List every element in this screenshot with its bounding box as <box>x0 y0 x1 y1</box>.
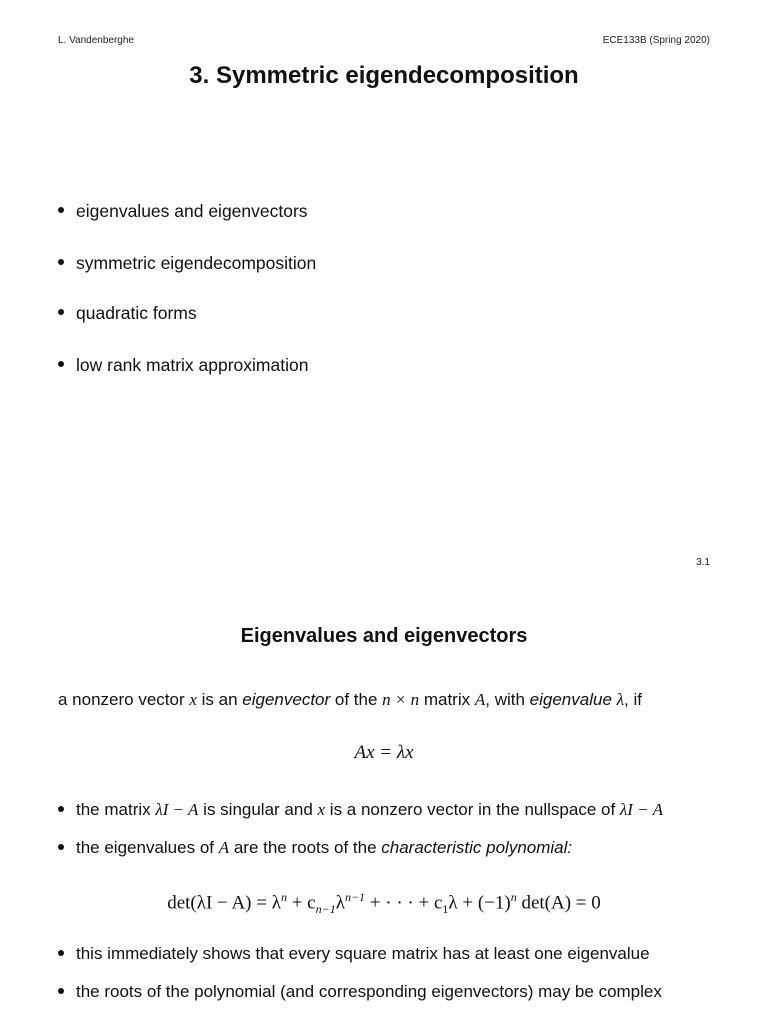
text-run: is an <box>196 690 243 709</box>
text-run: is a nonzero vector in the nullspace of <box>325 800 620 819</box>
list-item <box>58 838 572 858</box>
bullet-icon <box>58 806 64 812</box>
bullet-icon <box>58 950 64 956</box>
outline-item-label: quadratic forms <box>76 303 197 323</box>
math-lambda: λ <box>616 690 625 709</box>
list-item-label: this immediately shows that every square matrix has at least one eigenvalue <box>76 944 650 963</box>
emphasis-eigenvector: eigenvector <box>242 690 331 709</box>
text-run: a nonzero vector <box>58 690 190 709</box>
emphasis-eigenvalue: eigenvalue <box>529 690 612 709</box>
section-title: Eigenvalues and eigenvectors <box>240 625 528 647</box>
bullet-icon <box>58 259 64 265</box>
bullet-icon <box>58 844 64 850</box>
math-A: A <box>474 690 486 709</box>
outline-item <box>58 201 308 222</box>
text-run: the matrix <box>76 800 156 819</box>
outline-item-label: eigenvalues and eigenvectors <box>76 201 308 221</box>
text-run: , if <box>624 690 642 709</box>
subscript: 1 <box>442 902 449 917</box>
list-item <box>58 944 650 964</box>
slide-title: 3. Symmetric eigendecomposition <box>189 62 579 89</box>
outline-item <box>58 355 308 376</box>
bullet-icon <box>58 988 64 994</box>
math-x: x <box>189 690 197 709</box>
outline-item-label: low rank matrix approximation <box>76 355 309 375</box>
emphasis-characteristic-polynomial: characteristic polynomial: <box>381 838 573 857</box>
outline-item-label: symmetric eigendecomposition <box>76 253 317 273</box>
bullet-icon <box>58 207 64 213</box>
text-run: of the <box>330 690 383 709</box>
definition-paragraph <box>58 690 642 710</box>
bullet-icon <box>58 309 64 315</box>
page-number: 3.1 <box>696 557 710 568</box>
text-run: + c <box>286 892 316 914</box>
text-run: the eigenvalues of <box>76 838 219 857</box>
text-run: , with <box>485 690 530 709</box>
text-run: is singular and <box>198 800 318 819</box>
text-run: det(λI − A) = λ <box>167 892 281 914</box>
superscript: n−1 <box>344 890 366 904</box>
author-label: L. Vandenberghe <box>58 35 134 46</box>
math-run: x <box>317 800 326 819</box>
text-run: λ <box>335 892 345 914</box>
text-run: + · · · + c <box>365 892 443 914</box>
math-run: A <box>218 838 230 857</box>
bullet-icon <box>58 361 64 367</box>
subscript: n−1 <box>315 902 336 917</box>
superscript: n <box>510 890 517 904</box>
list-item <box>58 800 663 820</box>
list-item-label: the roots of the polynomial (and corresponding eigenvectors) may be complex <box>76 982 662 1001</box>
course-label: ECE133B (Spring 2020) <box>602 35 710 46</box>
text-run: det(A) = 0 <box>516 892 601 914</box>
superscript: n <box>280 890 287 904</box>
equation-eigen: Ax = λx <box>354 742 414 763</box>
equation-characteristic <box>0 890 768 917</box>
text-run: matrix <box>419 690 475 709</box>
math-run: λI − A <box>619 800 663 819</box>
outline-item <box>58 253 316 274</box>
outline-item <box>58 303 197 324</box>
list-item <box>58 982 662 1002</box>
math-run: λI − A <box>155 800 199 819</box>
text-run: λ + (−1) <box>448 892 511 914</box>
text-run: are the roots of the <box>229 838 382 857</box>
math-nxn: n × n <box>382 690 420 709</box>
